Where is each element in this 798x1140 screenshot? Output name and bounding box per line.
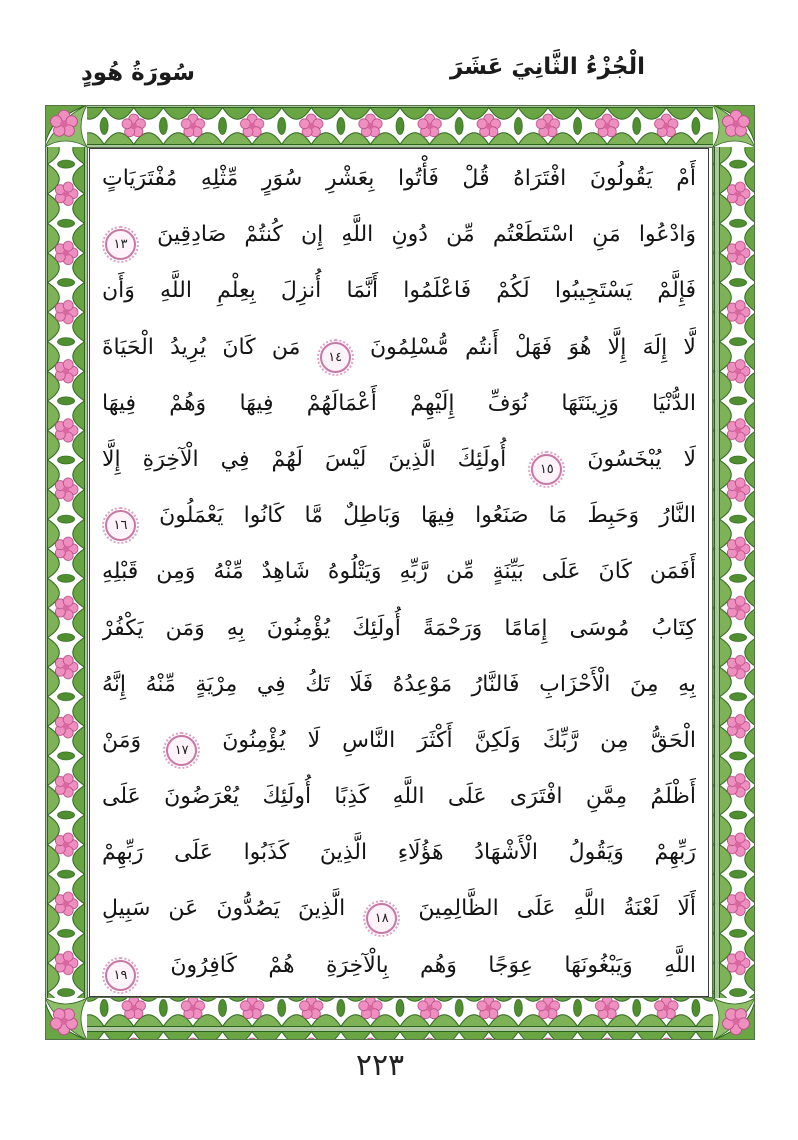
border-strip-top (45, 105, 755, 147)
quran-text: أُولَئِكَ الَّذِينَ لَيْسَ لَهُمْ فِي الْآخِرَةِ إِلَّا (102, 446, 507, 472)
ayah-marker: ١٤ (320, 342, 351, 373)
quran-text: الَّذِينَ يَصُدُّونَ عَن سَبِيلِ (102, 896, 346, 922)
quran-line (102, 657, 696, 713)
quran-line (102, 432, 696, 488)
border-strip-left (45, 105, 87, 1040)
ayah-marker: ١٦ (105, 510, 136, 541)
quran-text: اللَّهِ وَيَبْغُونَهَا عِوَجًا وَهُم بِالْآخِرَةِ هُمْ كَافِرُونَ (170, 952, 696, 978)
quran-text: لَّا إِلَهَ إِلَّا هُوَ فَهَلْ أَنتُم مُّسْلِمُونَ (369, 334, 696, 360)
quran-line (102, 488, 696, 544)
ayah-marker: ١٨ (366, 903, 397, 934)
quran-line (102, 713, 696, 769)
quran-text: لَا يُبْخَسُونَ (587, 446, 696, 472)
border-strip-right (713, 105, 755, 1040)
quran-line (102, 207, 696, 263)
quran-line (102, 601, 696, 657)
quran-text: أَلَا لَعْنَةُ اللَّهِ عَلَى الظَّالِمِينَ (418, 896, 696, 922)
quran-line (102, 320, 696, 376)
quran-line (102, 881, 696, 937)
ayah-marker: ١٣ (105, 229, 136, 260)
quran-text: بِهِ مِنَ الْأَحْزَابِ فَالنَّارُ مَوْعِدُهُ فَلَا تَكُ فِي مِرْيَةٍ مِّنْهُ إِنَّهُ (102, 671, 696, 697)
page-number: ٢٢٣ (355, 1048, 405, 1083)
quran-text-area (89, 148, 709, 997)
quran-text: وَادْعُوا مَنِ اسْتَطَعْتُم مِّن دُونِ اللَّهِ إِن كُنتُمْ صَادِقِينَ (157, 222, 696, 248)
quran-text: مَن كَانَ يُرِيدُ الْحَيَاةَ (102, 334, 301, 360)
juz-header: الْجُزْءُ الثَّانِيَ عَشَرَ (449, 54, 645, 80)
quran-line (102, 544, 696, 600)
quran-text: أَمْ يَقُولُونَ افْتَرَاهُ قُلْ فَأْتُوا بِعَشْرِ سُوَرٍ مِّثْلِهِ مُفْتَرَيَاتٍ (102, 166, 696, 191)
quran-text: فَإِلَّمْ يَسْتَجِيبُوا لَكُمْ فَاعْلَمُوا أَنَّمَا أُنزِلَ بِعِلْمِ اللَّهِ وَأَن (102, 278, 696, 304)
quran-line (102, 769, 696, 825)
quran-text: كِتَابُ مُوسَى إِمَامًا وَرَحْمَةً أُولَئِكَ يُؤْمِنُونَ بِهِ وَمَن يَكْفُرْ (102, 615, 696, 641)
border-strip-bottom (45, 998, 755, 1040)
quran-line (102, 263, 696, 319)
quran-text: أَظْلَمُ مِمَّنِ افْتَرَى عَلَى اللَّهِ كَذِبًا أُولَئِكَ يُعْرَضُونَ عَلَى (102, 784, 696, 810)
quran-line (102, 825, 696, 881)
surah-header: سُورَةُ هُودٍ (80, 60, 195, 86)
ayah-marker: ١٧ (166, 735, 197, 766)
quran-line (102, 938, 696, 994)
quran-text: الْحَقُّ مِن رَّبِّكَ وَلَكِنَّ أَكْثَرَ النَّاسِ لَا يُؤْمِنُونَ (222, 727, 696, 753)
quran-text: أَفَمَن كَانَ عَلَى بَيِّنَةٍ مِّن رَّبِّهِ وَيَتْلُوهُ شَاهِدٌ مِّنْهُ وَمِن قَبْلِهِ (102, 559, 696, 585)
ayah-marker: ١٩ (105, 960, 136, 991)
quran-text: الدُّنْيَا وَزِينَتَهَا نُوَفِّ إِلَيْهِمْ أَعْمَالَهُمْ فِيهَا وَهُمْ فِيهَا (102, 390, 696, 416)
quran-text: رَبِّهِمْ وَيَقُولُ الْأَشْهَادُ هَؤُلَاءِ الَّذِينَ كَذَبُوا عَلَى رَبِّهِمْ (102, 840, 696, 866)
quran-line (102, 376, 696, 432)
quran-line (102, 151, 696, 207)
quran-text: وَمَنْ (102, 727, 142, 753)
quran-text: النَّارُ وَحَبِطَ مَا صَنَعُوا فِيهَا وَبَاطِلٌ مَّا كَانُوا يَعْمَلُونَ (159, 503, 696, 529)
ayah-marker: ١٥ (531, 454, 562, 485)
